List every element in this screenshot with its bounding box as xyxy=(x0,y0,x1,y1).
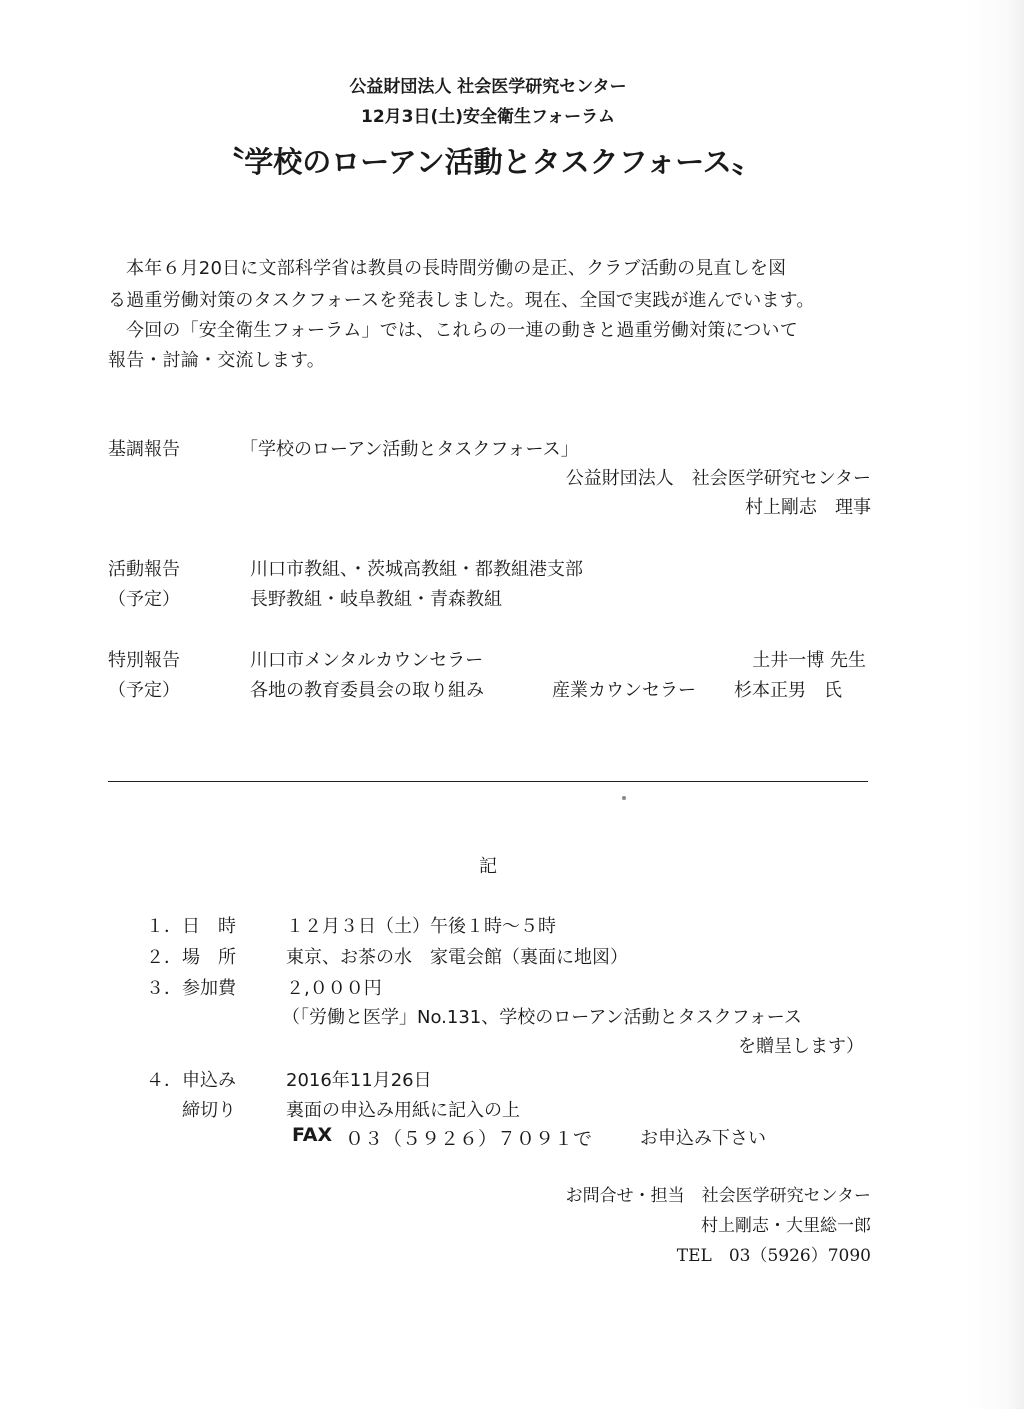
activity-sublabel: （予定） xyxy=(108,589,180,610)
detail-date-label: 日 時 xyxy=(182,916,236,937)
keynote-speaker: 村上剛志 理事 xyxy=(745,497,871,518)
detail-fee-note-1: （「労働と医学」No.131、学校のローアン活動とタスクフォース xyxy=(282,1007,802,1028)
detail-apply-method: 裏面の申込み用紙に記入の上 xyxy=(286,1100,520,1121)
detail-apply-label: 申込み xyxy=(182,1070,236,1091)
contact-tel: TEL 03（5926）7090 xyxy=(676,1246,871,1266)
keynote-org: 公益財団法人 社会医学研究センター xyxy=(565,468,871,489)
special-speaker-1: 土井一博 先生 xyxy=(752,650,866,671)
special-item-2: 各地の教育委員会の取り組み xyxy=(250,680,484,701)
detail-place-num: ２． xyxy=(146,947,182,968)
special-label: 特別報告 xyxy=(108,650,180,671)
fax-label: FAX xyxy=(292,1124,333,1146)
keynote-title: 「学校のローアン活動とタスクフォース」 xyxy=(240,439,579,460)
detail-place-label: 場 所 xyxy=(182,947,236,968)
page-edge-shadow xyxy=(964,0,1024,1409)
special-role-2: 産業カウンセラー xyxy=(552,680,696,701)
detail-date-value: １２月３日（土）午後１時～５時 xyxy=(286,916,556,937)
detail-apply-label-2: 締切り xyxy=(182,1100,236,1121)
page-title: 〝学校のローアン活動とタスクフォース〟 xyxy=(215,145,761,179)
detail-fee-label: 参加費 xyxy=(182,978,236,999)
detail-date-num: １． xyxy=(146,916,182,937)
section-divider xyxy=(108,781,868,782)
detail-fee-num: ３． xyxy=(146,978,182,999)
activity-label: 活動報告 xyxy=(108,559,180,580)
contact-line-2: 村上剛志・大里総一郎 xyxy=(701,1216,871,1236)
fax-number: ０３（５９２６）７０９１で xyxy=(345,1128,593,1150)
special-item-1: 川口市メンタルカウンセラー xyxy=(250,650,484,671)
detail-fee-value: ２,０００円 xyxy=(286,978,382,999)
special-speaker-2: 杉本正男 氏 xyxy=(734,680,842,701)
activity-line-2: 長野教組・岐阜教組・青森教組 xyxy=(250,589,502,610)
fax-suffix: お申込み下さい xyxy=(640,1128,766,1149)
activity-line-1: 川口市教組、・茨城高教組・都教組港支部 xyxy=(250,559,583,580)
intro-line-1: 本年６月20日に文部科学省は教員の長時間労働の是正、クラブ活動の見直しを図 xyxy=(126,258,787,279)
keynote-label: 基調報告 xyxy=(108,439,180,460)
event-date-heading: 12月3日(土)安全衛生フォーラム xyxy=(360,107,615,127)
contact-line-1: お問合せ・担当 社会医学研究センター xyxy=(565,1186,871,1206)
detail-place-value: 東京、お茶の水 家電会館（裏面に地図） xyxy=(286,947,628,968)
detail-apply-deadline: 2016年11月26日 xyxy=(286,1070,432,1091)
special-sublabel: （予定） xyxy=(108,680,180,701)
intro-line-2: る過重労働対策のタスクフォースを発表しました。現在、全国で実践が進んでいます。 xyxy=(108,290,815,311)
paper-speck xyxy=(622,796,626,800)
detail-fee-note-2: を贈呈します） xyxy=(738,1036,864,1057)
organizer-name: 公益財団法人 社会医学研究センター xyxy=(349,77,627,97)
details-heading: 記 xyxy=(479,856,497,877)
intro-line-4: 報告・討論・交流します。 xyxy=(108,350,325,371)
detail-apply-num: ４． xyxy=(146,1070,182,1091)
intro-line-3: 今回の「安全衛生フォーラム」では、これらの一連の動きと過重労働対策について xyxy=(126,320,798,341)
